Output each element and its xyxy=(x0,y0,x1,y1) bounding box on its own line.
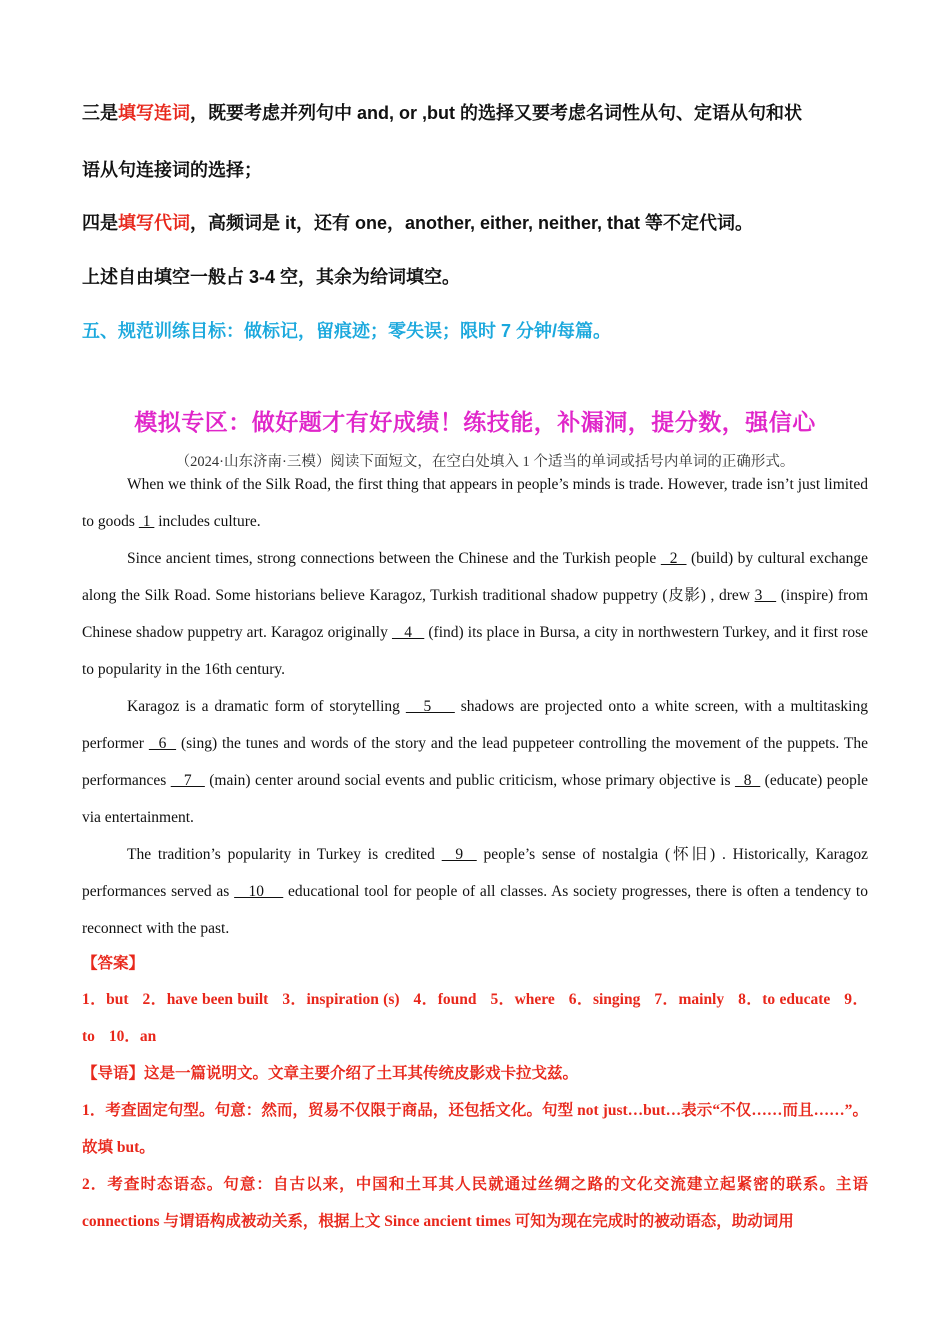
answer-item: 6．singing xyxy=(568,991,641,1008)
tip-conjunctions-cont: 语从句连接词的选择； xyxy=(82,160,262,180)
blank-7: 7 xyxy=(170,772,205,789)
question-source: （2024·山东济南·三模）阅读下面短文，在空白处填入 1 个适当的单词或括号内单词的正确形式。 xyxy=(175,454,795,470)
blank-2: 2 xyxy=(660,550,687,567)
answer-heading: 【答案】 xyxy=(82,955,145,972)
tip-training-goal: 五、规范训练目标：做标记，留痕迹；零失误；限时 7 分钟/每篇。 xyxy=(82,321,612,341)
guide-heading: 【导语】 xyxy=(82,1065,145,1082)
guide-text: 这是一篇说明文。文章主要介绍了土耳其传统皮影戏卡拉戈兹。 xyxy=(144,1065,579,1082)
passage xyxy=(82,466,868,1240)
answer-item: 10．an xyxy=(108,1028,157,1045)
answer-item: 7．mainly xyxy=(654,991,725,1008)
answer-item: 3．inspiration (s) xyxy=(282,991,400,1008)
passage-paragraph-1: When we think of the Silk Road, the first thing that appears in people’s minds is trade. However, trade isn’t just limited to goods 1 includes culture. xyxy=(82,476,868,530)
answer-item: 9．to xyxy=(82,991,868,1045)
tip-pronouns: 四是填写代词，高频词是 it，还有 one，another, either, neither, that 等不定代词。 xyxy=(82,213,754,233)
tip-free-blanks: 上述自由填空一般占 3-4 空，其余为给词填空。 xyxy=(82,267,461,287)
answer-item: 5．where xyxy=(490,991,555,1008)
highlight-conjunctions: 填写连词 xyxy=(118,103,190,123)
banner-heading: 模拟专区：做好题才有好成绩！练技能，补漏洞，提分数，强信心 xyxy=(134,410,816,436)
passage-paragraph-3: Karagoz is a dramatic form of storytelling 5 shadows are projected onto a white screen, with a multitasking performer 6 (sing) the tunes and words of the story and the lead puppeteer controlling the movement of the puppets. The performances 7 (main) center around social events and public criticism, whose primary objective is 8 (educate) people via entertainment. xyxy=(82,698,869,826)
blank-4: 4 xyxy=(391,624,425,641)
blank-6: 6 xyxy=(148,735,177,752)
guide-line xyxy=(82,1055,868,1092)
tip-conjunctions: 三是填写连词，既要考虑并列句中 and, or ,but 的选择又要考虑名词性从句、定语从句和状 xyxy=(82,103,802,123)
blank-3: 3 xyxy=(754,587,777,604)
explanation-1: 1．考查固定句型。句意：然而，贸易不仅限于商品，还包括文化。句型 not just…but…表示“不仅……而且……”。故填 but。 xyxy=(82,1102,868,1156)
blank-1: 1 xyxy=(138,513,155,530)
blank-9: 9 xyxy=(441,846,477,863)
blank-10: 10 xyxy=(234,883,284,900)
passage-paragraph-2: Since ancient times, strong connections between the Chinese and the Turkish people 2 (build) by cultural exchange along the Silk Road. Some historians believe Karagoz, Turkish traditional shadow puppetry (皮影) , drew 3 (inspire) from Chinese shadow puppetry art. Karagoz originally 4 (find) its place in Bursa, a city in northwestern Turkey, and it first rose to popularity in the 16th century. xyxy=(82,550,869,678)
answer-item: 8．to educate xyxy=(738,991,831,1008)
highlight-pronouns: 填写代词 xyxy=(118,213,190,233)
blank-5: 5 xyxy=(405,698,455,715)
passage-paragraph-4: The tradition’s popularity in Turkey is credited 9 people’s sense of nostalgia (怀旧) . Historically, Karagoz performances served as 10 educational tool for people of all classes. As society progresses, there is often a tendency to reconnect with the past. xyxy=(82,846,869,937)
answer-section xyxy=(82,947,868,1240)
answer-list xyxy=(82,981,868,1055)
answer-item: 2．have been built xyxy=(142,991,269,1008)
explanation-2: 2．考查时态语态。句意：自古以来，中国和土耳其人民就通过丝绸之路的文化交流建立起紧密的联系。主语 connections 与谓语构成被动关系，根据上文 Since ancient times 可知为现在完成时的被动语态，助动词用 xyxy=(82,1176,868,1230)
answer-item: 4．found xyxy=(413,991,477,1008)
answer-item: 1．but xyxy=(82,991,129,1008)
blank-8: 8 xyxy=(734,772,761,789)
